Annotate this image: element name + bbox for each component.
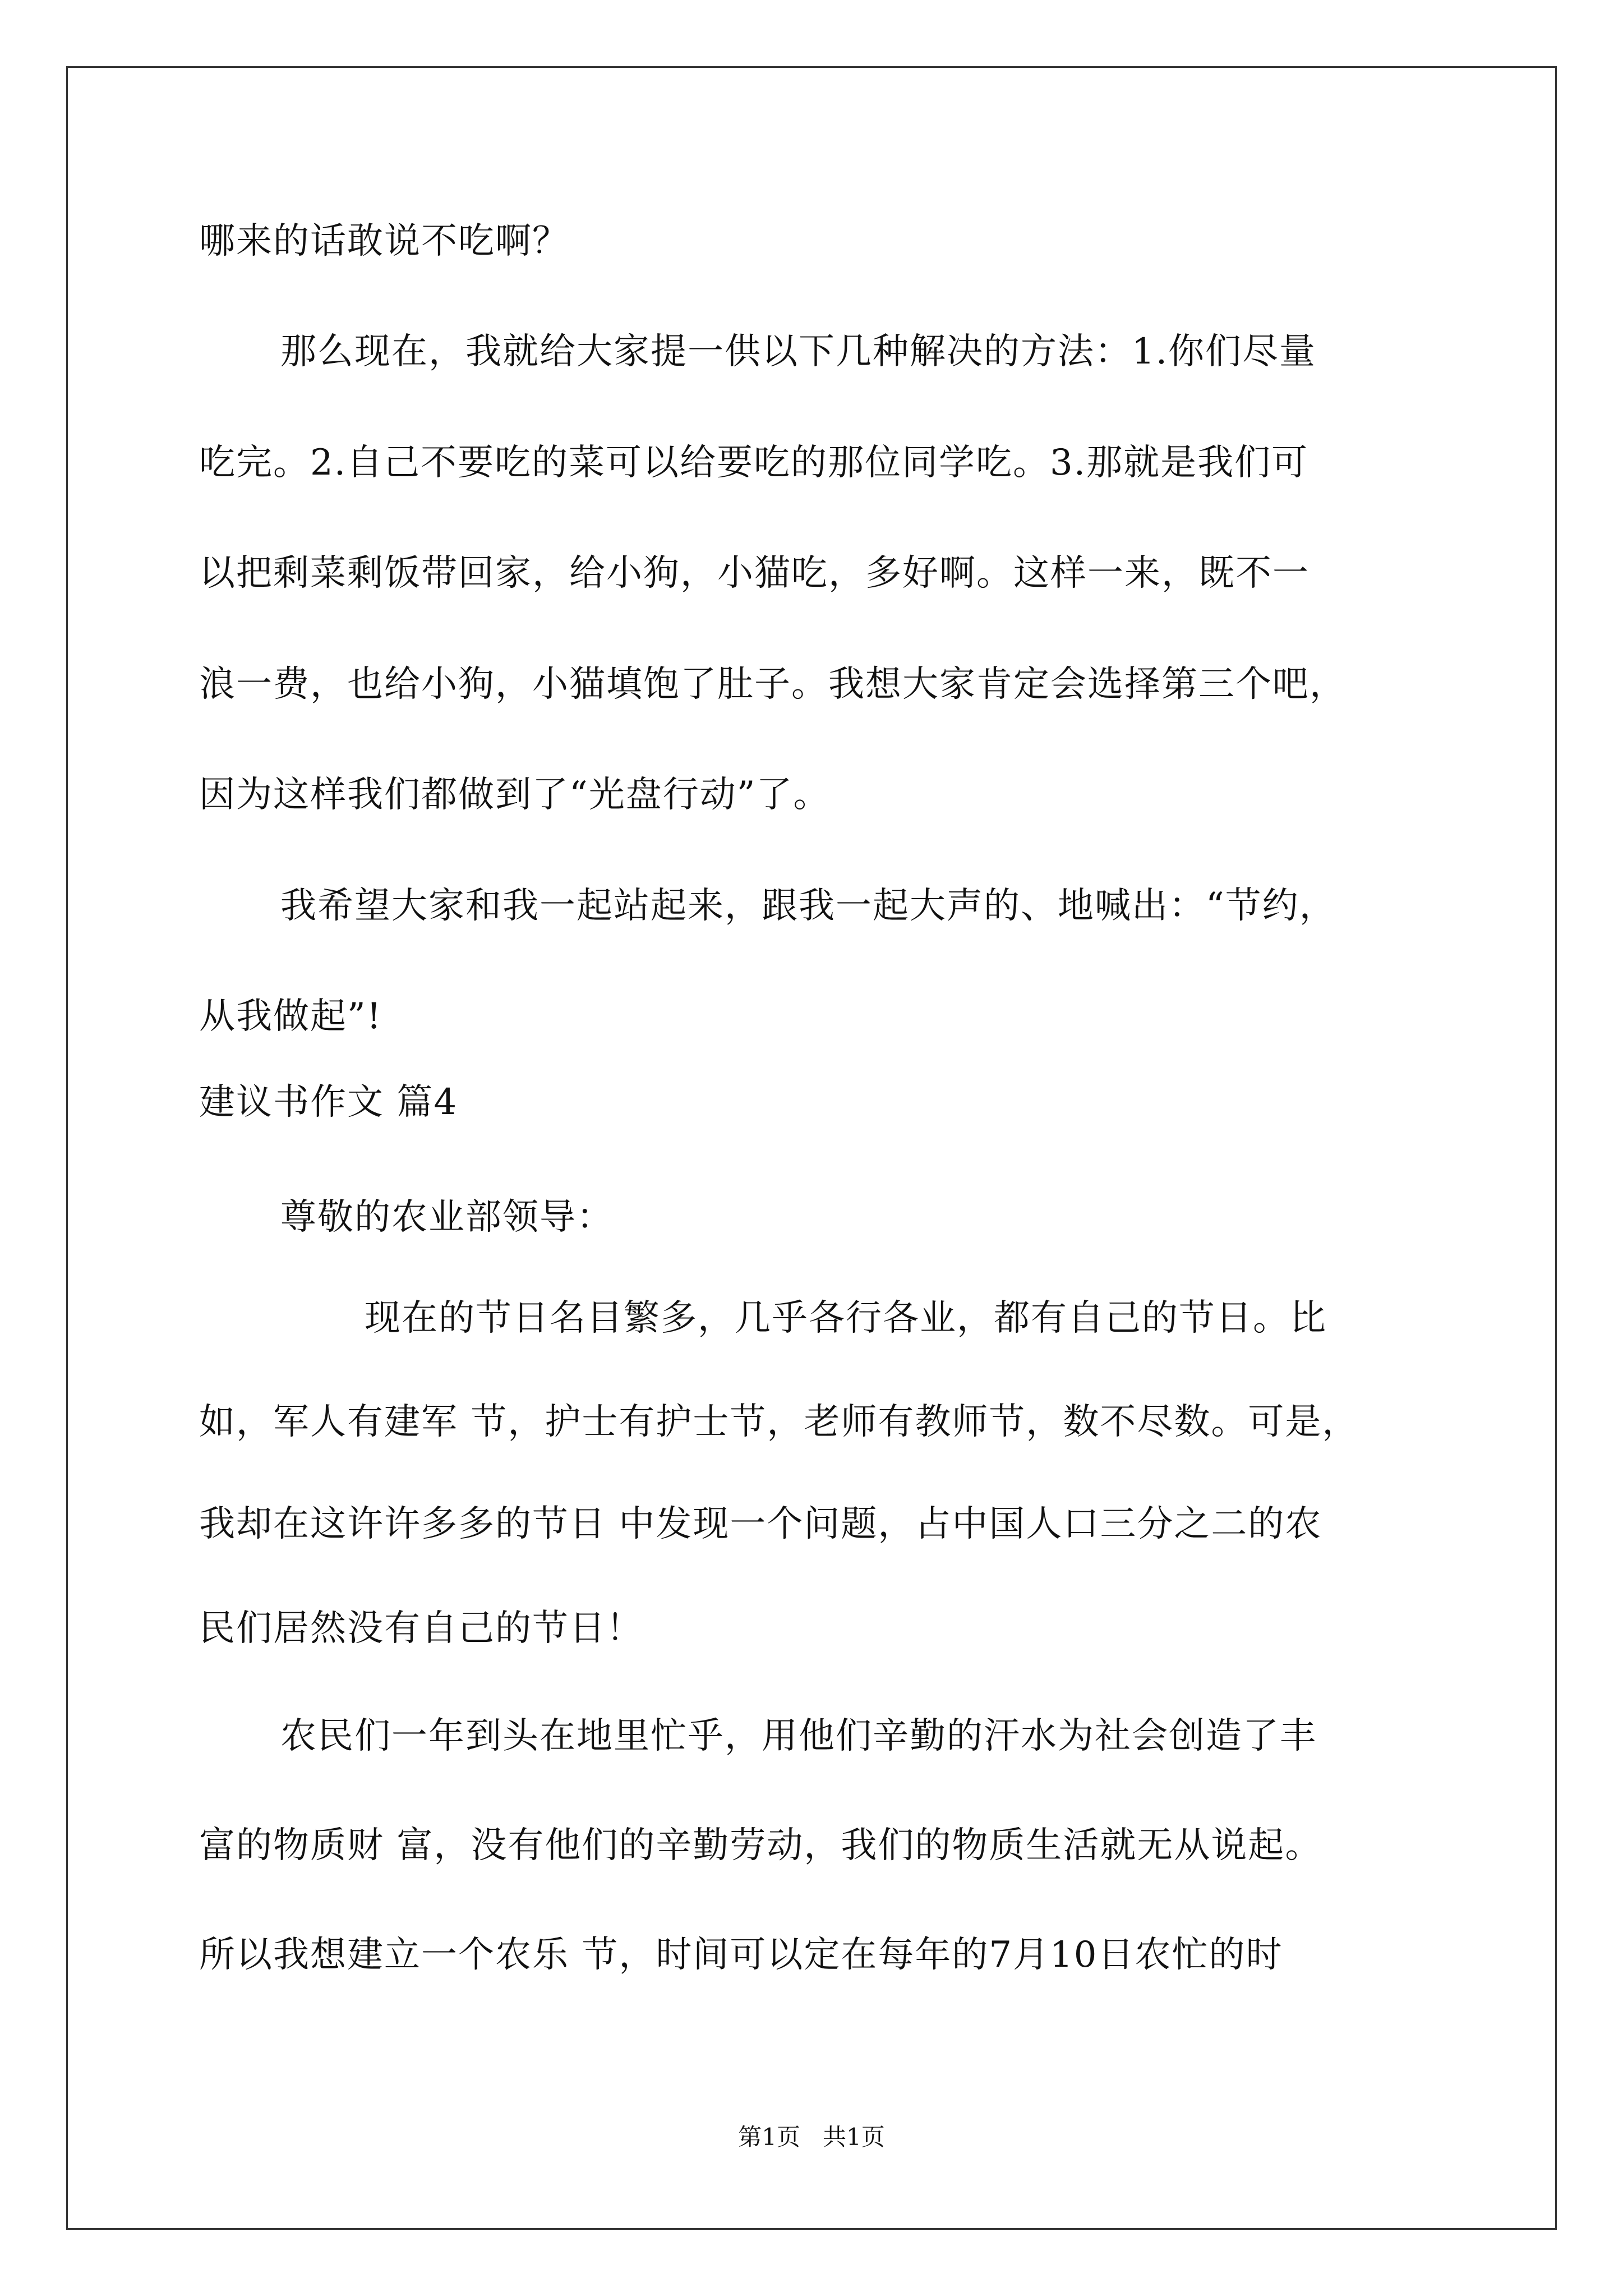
- text-line: 吃完。2.自己不要吃的菜可以给要吃的那位同学吃。3.那就是我们可: [199, 442, 1309, 484]
- text-line: 那么现在，我就给大家提一供以下几种解决的方法：1.你们尽量: [280, 331, 1317, 372]
- page-frame: [66, 66, 1557, 2230]
- text-line: 浪一费，也给小狗，小猫填饱了肚子。我想大家肯定会选择第三个吧，: [199, 664, 1347, 705]
- text-line: 现在的节日名目繁多，几乎各行各业，都有自己的节日。比: [365, 1297, 1327, 1339]
- text-line: 我却在这许许多多的节日 中发现一个问题，占中国人口三分之二的农: [199, 1503, 1322, 1545]
- text-line: 哪来的话敢说不吃啊？: [199, 220, 569, 262]
- text-line: 以把剩菜剩饭带回家，给小狗，小猫吃，多好啊。这样一来，既不一: [199, 553, 1310, 594]
- text-line: 我希望大家和我一起站起来，跟我一起大声的、地喊出：“节约，: [280, 885, 1336, 927]
- text-line: 富的物质财 富，没有他们的辛勤劳动，我们的物质生活就无从说起。: [199, 1825, 1322, 1866]
- text-line: 农民们一年到头在地里忙乎，用他们辛勤的汗水为社会创造了丰: [280, 1715, 1317, 1757]
- section-heading: 建议书作文 篇4: [199, 1082, 458, 1123]
- text-line: 从我做起”!: [199, 996, 382, 1037]
- text-line: 民们居然没有自己的节日！: [199, 1608, 643, 1649]
- text-line: 因为这样我们都做到了“光盘行动”了。: [199, 774, 831, 816]
- salutation: 尊敬的农业部领导：: [280, 1197, 614, 1238]
- text-line: 如，军人有建军 节，护士有护士节，老师有教师节，数不尽数。可是，: [199, 1401, 1359, 1443]
- page-footer: 第1页 共1页: [738, 2123, 885, 2151]
- text-line: 所以我想建立一个农乐 节，时间可以定在每年的7月10日农忙的时: [199, 1934, 1283, 1976]
